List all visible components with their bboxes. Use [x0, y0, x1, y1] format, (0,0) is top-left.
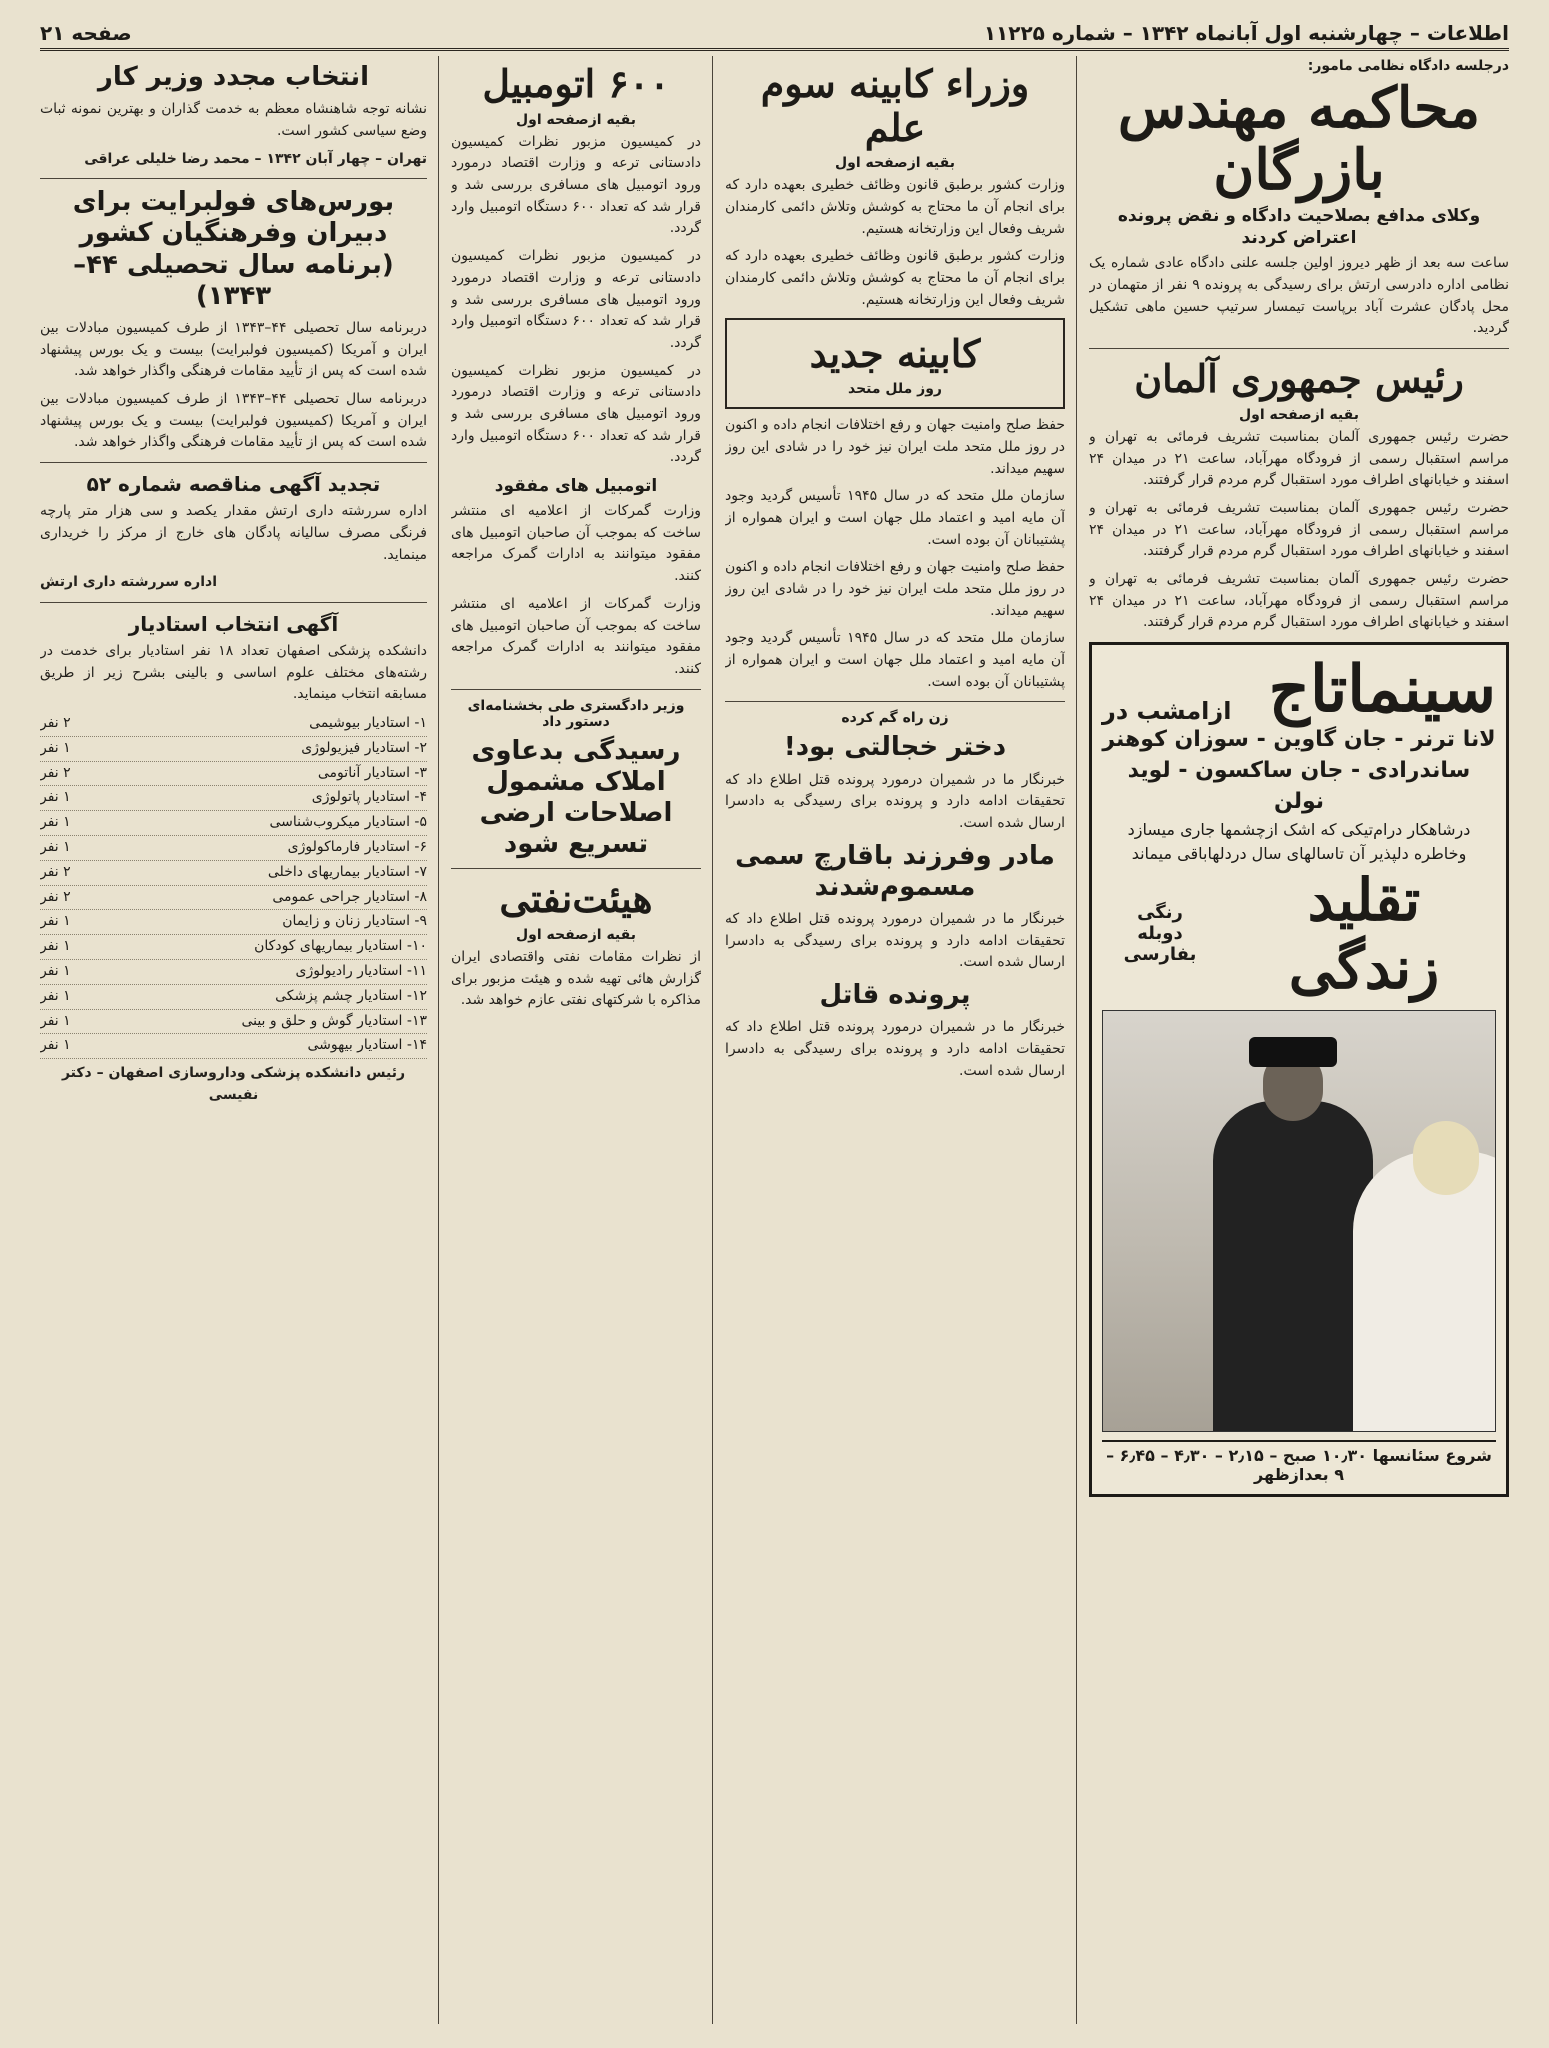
kicker-justice-minister: وزیر دادگستری طی بخشنامه‌ای دستور داد	[467, 697, 685, 730]
photo-man-figure	[1213, 1101, 1373, 1431]
headline-murder-case: پرونده قاتل	[819, 980, 971, 1011]
subhead-trial: وکلای مدافع بصلاحیت دادگاه و نقض پرونده اعتراض کردند	[1117, 206, 1481, 249]
list-item	[40, 836, 427, 861]
article-german-president-body-repeat-2: حضرت رئیس جمهوری آلمان بمناسبت تشریف فرمائی به تهران و مراسم استقبال رسمی از فرودگاه مهرآباد، ساعت ۲۱ در میدان ۲۴ اسفند و خیابانهای اطراف مورد استقبال گرم مردم قرار گرفتند.	[1089, 570, 1509, 631]
position-role: ۴- استادیار پاتولوژی	[311, 789, 427, 806]
headline-fulbright: بورس‌های فولبرایت برای دبیران وفرهنگیان کشور (برنامه سال تحصیلی ۴۴–۱۳۴۳)	[72, 187, 395, 311]
list-item	[40, 811, 427, 836]
kicker: درجلسه دادگاه نظامی مامور:	[1307, 58, 1509, 74]
continued-label: بقیه ازصفحه اول	[516, 927, 636, 944]
article-trial-body: ساعت سه بعد از ظهر دیروز اولین جلسه علنی دادگاه عادی شماره یک نظامی اداره دادرسی ارتش برای رسیدگی به پرونده ۹ نفر از متهمان در محل پادگان عشرت آباد برپاست تیمسار سرتیپ حسین ماهی تشکیل گردید.	[1089, 255, 1509, 337]
article-missing-cars-body: وزارت گمرکات از اعلامیه ای منتشر ساخت که بموجب آن صاحبان اتومبیل های مفقود میتوانند به ادارات گمرک مراجعه کنند.	[451, 503, 701, 585]
assistant-professor-signoff: رئیس دانشکده پزشکی وداروسازی اصفهان – دکتر نفیسی	[61, 1065, 406, 1103]
subhead-un-day: روز ملل متحد	[847, 381, 942, 398]
subhead-missing-cars: اتومبیل های مفقود	[494, 476, 658, 496]
headline-cabinet-ministers: وزراء کابینه سوم علم	[760, 61, 1030, 150]
divider	[40, 178, 427, 179]
headline-labor-minister: انتخاب مجدد وزیر کار	[97, 62, 370, 92]
headline-600-cars: ۶۰۰ اتومبیل	[482, 61, 670, 106]
positions-list	[40, 712, 427, 1059]
article-un-day-body-3: حفظ صلح وامنیت جهان و رفع اختلافات انجام داده و اکنون در روز ملل متحد ملت ایران نیز خود را در شادی این روز سهیم میداند.	[725, 559, 1065, 619]
headline-tender-52: تجدید آگهی مناقصه شماره ۵۲	[86, 472, 381, 497]
position-role: ۵- استادیار میکروب‌شناسی	[269, 814, 427, 831]
article-mushroom-body: خبرنگار ما در شمیران درمورد پرونده قتل اطلاع داد که تحقیقات ادامه دارد و پرونده برای رسیدگی به دادسرا ارسال شده است.	[725, 911, 1065, 971]
column-4	[40, 56, 427, 2024]
article-missing-cars-body-repeat: وزارت گمرکات از اعلامیه ای منتشر ساخت که بموجب آن صاحبان اتومبیل های مفقود میتوانند به ادارات گمرک مراجعه کنند.	[451, 595, 701, 677]
cinema-prefix: ازامشب در	[1102, 697, 1232, 726]
headline-german-president: رئیس جمهوری آلمان	[1134, 356, 1464, 402]
list-item	[40, 910, 427, 935]
headline-oil-delegation: هیئت‌نفتی	[499, 876, 653, 922]
headline-mushroom-poisoning: مادر وفرزند باقارچ سمی مسموم‌شدند	[735, 840, 1055, 902]
position-count: ۱ نفر	[40, 987, 71, 1004]
article-fulbright-body: دربرنامه سال تحصیلی ۴۴–۱۳۴۳ از طرف کمیسیون مبادلات بین ایران و آمریکا (کمیسیون فولبرایت) بیست و یک بورس پیشنهاد شده است که پس از تأیید مقامات فرهنگی واگذار خواهد شد.	[40, 320, 427, 380]
cinema-name: سینماتاج	[1268, 652, 1496, 727]
headline-trial: محاکمه مهندس بازرگان	[1117, 75, 1481, 203]
article-shy-girl-body: خبرنگار ما در شمیران درمورد پرونده قتل اطلاع داد که تحقیقات ادامه دارد و پرونده برای رسیدگی به دادسرا ارسال شده است.	[725, 771, 1065, 831]
article-ministers-body-repeat: وزارت کشور برطبق قانون وظائف خطیری بعهده دارد که برای انجام آن ما محتاج به کوشش وتلاش دائمی کارمندان شریف وفعال این وزارتخانه هستیم.	[725, 248, 1065, 308]
article-cars-body-repeat-2: در کمیسیون مزبور نظرات کمیسیون دادستانی ترعه و وزارت اقتصاد درمورد ورود اتومبیل های مسافری بررسی شد و قرار شد که تعداد ۶۰۰ دستگاه اتومبیل وارد گردد.	[451, 362, 701, 466]
column-rule	[712, 56, 713, 2024]
position-role: ۶- استادیار فارماکولوژی	[287, 838, 427, 855]
article-un-day-body: حفظ صلح وامنیت جهان و رفع اختلافات انجام داده و اکنون در روز ملل متحد ملت ایران نیز خود را در شادی این روز سهیم میداند.	[725, 417, 1065, 477]
article-fulbright-body-repeat: دربرنامه سال تحصیلی ۴۴–۱۳۴۳ از طرف کمیسیون مبادلات بین ایران و آمریکا (کمیسیون فولبرایت) بیست و یک بورس پیشنهاد شده است که پس از تأیید مقامات فرهنگی واگذار خواهد شد.	[40, 391, 427, 451]
masthead-page-number: صفحه ۲۱	[40, 21, 132, 45]
position-role: ۹- استادیار زنان و زایمان	[282, 913, 427, 930]
divider	[40, 602, 427, 603]
article-ministers-body: وزارت کشور برطبق قانون وظائف خطیری بعهده دارد که برای انجام آن ما محتاج به کوشش وتلاش دائمی کارمندان شریف وفعال این وزارتخانه هستیم.	[725, 177, 1065, 237]
article-labor-minister-signature: تهران – چهار آبان ۱۳۴۲ – محمد رضا خلیلی عراقی	[84, 150, 427, 167]
position-role: ۱۰- استادیار بیماریهای کودکان	[254, 938, 427, 955]
column-rule	[438, 56, 439, 2024]
film-title-row	[1102, 866, 1496, 1002]
headline-assistant-professor: آگهی انتخاب استادیار	[128, 611, 339, 636]
photo-woman-head	[1413, 1121, 1479, 1195]
position-role: ۱- استادیار بیوشیمی	[309, 714, 427, 731]
continued-label: بقیه ازصفحه اول	[1239, 406, 1359, 423]
position-role: ۱۳- استادیار گوش و حلق و بینی	[241, 1012, 427, 1029]
list-item	[40, 737, 427, 762]
cinema-ad	[1089, 642, 1509, 1497]
kicker-lost-woman: زن راه گم کرده	[841, 710, 949, 727]
divider	[725, 701, 1065, 702]
headline-new-cabinet: کابینه جدید	[809, 330, 981, 376]
film-tags	[1102, 902, 1218, 965]
list-item	[40, 960, 427, 985]
article-german-president-body-repeat: حضرت رئیس جمهوری آلمان بمناسبت تشریف فرمائی به تهران و مراسم استقبال رسمی از فرودگاه مهرآباد، ساعت ۲۱ در میدان ۲۴ اسفند و خیابانهای اطراف مورد استقبال گرم مردم قرار گرفتند.	[1089, 499, 1509, 560]
position-role: ۱۴- استادیار بیهوشی	[307, 1037, 427, 1054]
showtimes: شروع سئانسها ۱۰٫۳۰ صبح – ۲٫۱۵ – ۴٫۳۰ – ۶٫۴۵ – ۹ بعدازظهر	[1102, 1440, 1496, 1484]
list-item	[40, 1034, 427, 1059]
cast-line-2: ساندرادی - جان ساکسون - لوید نولن	[1127, 758, 1471, 814]
article-oil-body: از نظرات مقامات نفتی واقتصادی ایران گزارش هائی تهیه شده و هیئت مزبور برای مذاکره با شرکتهای نفتی عازم خواهد شد.	[451, 949, 701, 1009]
film-tag-color: رنگی	[1137, 902, 1183, 924]
position-count: ۱ نفر	[40, 1037, 71, 1054]
cinema-ad-header	[1102, 652, 1496, 727]
article-assistant-professor-body: دانشکده پزشکی اصفهان تعداد ۱۸ نفر استادیار برای خدمت در رشته‌های مختلف علوم اساسی و بالینی بشرح زیر از طریق مسابقه انتخاب مینماید.	[40, 642, 427, 703]
position-count: ۱ نفر	[40, 962, 71, 979]
position-count: ۱ نفر	[40, 1012, 71, 1029]
film-photo	[1102, 1010, 1496, 1432]
list-item	[40, 886, 427, 911]
list-item	[40, 1010, 427, 1035]
film-tagline: درشاهکار درام‌تیکی که اشک ازچشمها جاری میسازد وخاطره دلپذیر آن تاسالهای سال دردلهاباقی میماند	[1127, 819, 1471, 863]
position-role: ۸- استادیار جراحی عمومی	[272, 888, 427, 905]
divider	[451, 868, 701, 869]
article-un-day-body-4: سازمان ملل متحد که در سال ۱۹۴۵ تأسیس گردید وجود آن مایه امید و اعتماد ملل جهان است و ایران همواره از پشتیبانان آن بوده است.	[725, 630, 1065, 690]
article-tender-body: اداره سررشته داری ارتش مقدار یکصد و سی هزار متر پارچه فرنگی مصرف سالیانه پادگان های خارج از مرکز را خریداری مینماید.	[40, 503, 427, 563]
article-cars-body: در کمیسیون مزبور نظرات کمیسیون دادستانی ترعه و وزارت اقتصاد درمورد ورود اتومبیل های مسافری بررسی شد و قرار شد که تعداد ۶۰۰ دستگاه اتومبیل وارد گردد.	[451, 133, 701, 237]
column-3	[451, 56, 701, 2024]
list-item	[40, 762, 427, 787]
photo-man-hat	[1249, 1037, 1337, 1067]
position-count: ۱ نفر	[40, 814, 71, 831]
article-murder-body: خبرنگار ما در شمیران درمورد پرونده قتل اطلاع داد که تحقیقات ادامه دارد و پرونده برای رسیدگی به دادسرا ارسال شده است.	[725, 1019, 1065, 1079]
position-count: ۲ نفر	[40, 714, 71, 731]
list-item	[40, 935, 427, 960]
article-german-president-body: حضرت رئیس جمهوری آلمان بمناسبت تشریف فرمائی به تهران و مراسم استقبال رسمی از فرودگاه مهرآباد، ساعت ۲۱ در میدان ۲۴ اسفند و خیابانهای اطراف مورد استقبال گرم مردم قرار گرفتند.	[1089, 428, 1509, 489]
position-count: ۱ نفر	[40, 838, 71, 855]
position-count: ۲ نفر	[40, 863, 71, 880]
film-title: تقلید زندگی	[1288, 865, 1440, 1002]
article-cars-body-repeat: در کمیسیون مزبور نظرات کمیسیون دادستانی ترعه و وزارت اقتصاد درمورد ورود اتومبیل های مسافری بررسی شد و قرار شد که تعداد ۶۰۰ دستگاه اتومبیل وارد گردد.	[451, 248, 701, 351]
tender-signoff: اداره سررشته داری ارتش	[40, 574, 218, 591]
position-role: ۳- استادیار آناتومی	[317, 764, 427, 781]
column-rule	[1076, 56, 1077, 2024]
position-count: ۱ نفر	[40, 789, 71, 806]
list-item	[40, 985, 427, 1010]
divider	[451, 689, 701, 690]
position-role: ۱۱- استادیار رادیولوژی	[295, 962, 427, 979]
cast-line-1: لانا ترنر - جان گاوین - سوزان کوهنر	[1102, 727, 1496, 753]
list-item	[40, 786, 427, 811]
list-item	[40, 861, 427, 886]
position-count: ۲ نفر	[40, 764, 71, 781]
masthead-issue: اطلاعات – چهارشنبه اول آبانماه ۱۳۴۲ – شماره ۱۱۲۲۵	[983, 21, 1509, 45]
photo-woman-figure	[1353, 1151, 1496, 1431]
position-role: ۱۲- استادیار چشم پزشکی	[275, 987, 427, 1004]
article-un-day-body-2: سازمان ملل متحد که در سال ۱۹۴۵ تأسیس گردید وجود آن مایه امید و اعتماد ملل جهان است و ایران همواره از پشتیبانان آن بوده است.	[725, 488, 1065, 548]
column-1	[1089, 56, 1509, 2024]
position-count: ۱ نفر	[40, 913, 71, 930]
position-count: ۱ نفر	[40, 938, 71, 955]
column-2	[725, 56, 1065, 2024]
position-role: ۲- استادیار فیزیولوژی	[301, 739, 427, 756]
article-labor-minister-body: نشانه توجه شاهنشاه معظم به خدمت گذاران و بهترین نمونه ثبات وضع سیاسی کشور است.	[40, 101, 427, 139]
headline-land-reform-claims: رسیدگی بدعاوی املاک مشمول اصلاحات ارضی تسریع شود	[471, 735, 681, 860]
position-count: ۱ نفر	[40, 739, 71, 756]
list-item	[40, 712, 427, 737]
position-role: ۷- استادیار بیماریهای داخلی	[267, 863, 427, 880]
new-cabinet-box	[725, 318, 1065, 410]
continued-label: بقیه ازصفحه اول	[516, 111, 636, 128]
position-count: ۲ نفر	[40, 888, 71, 905]
continued-label: بقیه ازصفحه اول	[835, 155, 955, 172]
masthead	[40, 18, 1509, 51]
film-tag-dubbed: دوبله بفارسی	[1123, 923, 1197, 966]
divider	[1089, 348, 1509, 349]
divider	[40, 462, 427, 463]
headline-shy-girl: دختر خجالتی بود!	[783, 732, 1007, 763]
